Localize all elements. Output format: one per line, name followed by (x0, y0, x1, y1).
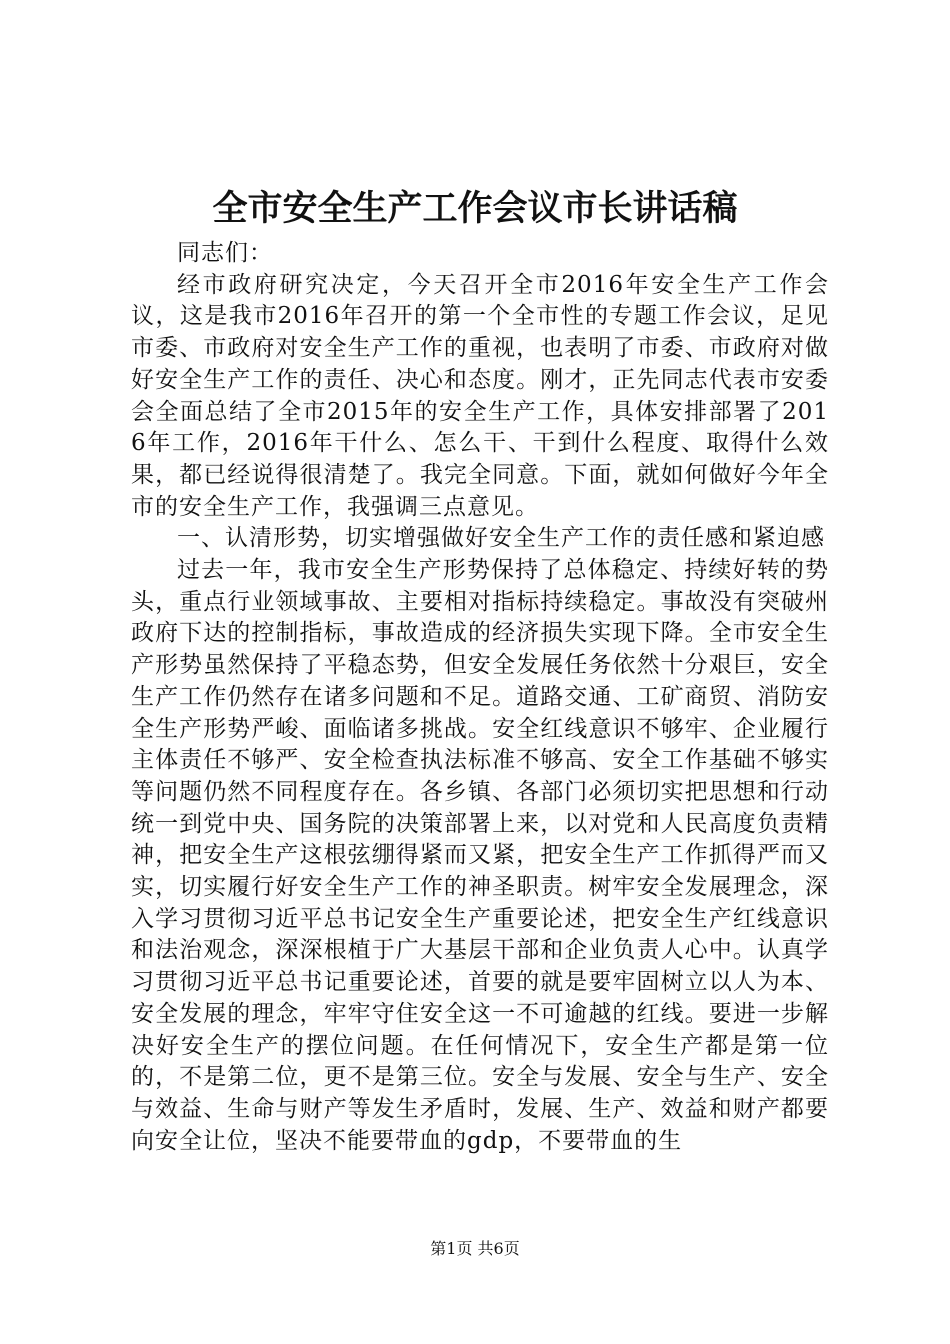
paragraph-situation: 过去一年，我市安全生产形势保持了总体稳定、持续好转的势头，重点行业领域事故、主要相对指标持续稳定。事故没有突破州政府下达的控制指标，事故造成的经济损失实现下降。全市安全生产形势虽然保持了平稳态势，但安全发展任务依然十分艰巨，安全生产工作仍然存在诸多问题和不足。道路交通、工矿商贸、消防安全生产形势严峻、面临诸多挑战。安全红线意识不够牢、企业履行主体责任不够严、安全检查执法标准不够高、安全工作基础不够实等问题仍然不同程度存在。各乡镇、各部门必须切实把思想和行动统一到党中央、国务院的决策部署上来，以对党和人民高度负责精神，把安全生产这根弦绷得紧而又紧，把安全生产工作抓得严而又实，切实履行好安全生产工作的神圣职责。树牢安全发展理念，深入学习贯彻习近平总书记安全生产重要论述，把安全生产红线意识和法治观念，深深根植于广大基层干部和企业负责人心中。认真学习贯彻习近平总书记重要论述，首要的就是要牢固树立以人为本、安全发展的理念，牢牢守住安全这一不可逾越的红线。要进一步解决好安全生产的摆位问题。在任何情况下，安全生产都是第一位的，不是第二位，更不是第三位。安全与发展、安全与生产、安全与效益、生命与财产等发生矛盾时，发展、生产、效益和财产都要向安全让位，坚决不能要带血的gdp，不要带血的生 (131, 557, 829, 1154)
section-heading-1: 一、认清形势，切实增强做好安全生产工作的责任感和紧迫感 (177, 525, 825, 552)
document-body (131, 238, 829, 1157)
document-title: 全市安全生产工作会议市长讲话稿 (212, 188, 738, 229)
paragraph-intro: 经市政府研究决定，今天召开全市2016年安全生产工作会议，这是我市2016年召开的第一个全市性的专题工作会议，足见市委、市政府对安全生产工作的重视，也表明了市委、市政府对做好安全生产工作的责任、决心和态度。刚才，正先同志代表市安委会全面总结了全市2015年的安全生产工作，具体安排部署了2016年工作，2016年干什么、怎么干、干到什么程度、取得什么效果，都已经说得很清楚了。我完全同意。下面，就如何做好今年全市的安全生产工作，我强调三点意见。 (131, 271, 829, 520)
page-number-footer: 第1页 共6页 (430, 1239, 520, 1258)
salutation: 同志们： (177, 240, 273, 266)
